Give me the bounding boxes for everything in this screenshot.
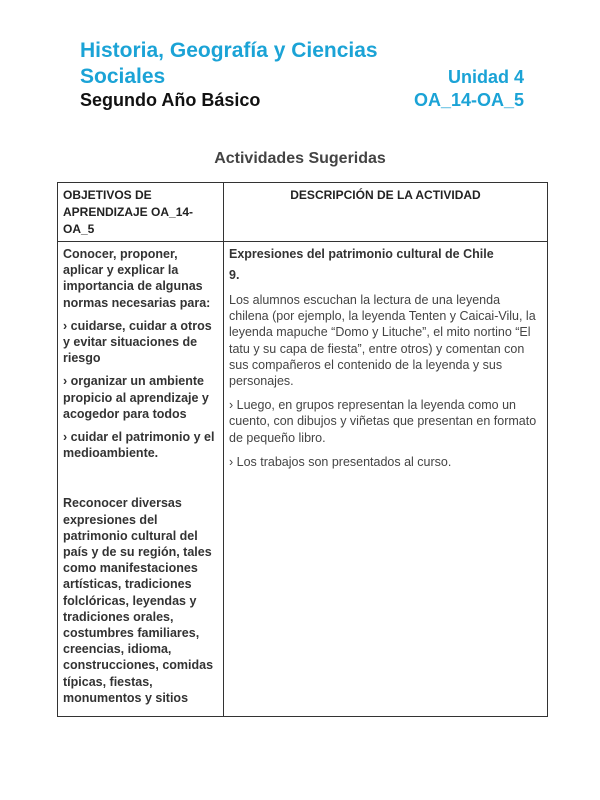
- activity-paragraph-2: › Luego, en grupos representan la leyenda como un cuento, con dibujos y viñetas que presentan en formato de pequeño libro.: [229, 398, 537, 445]
- objective-heritage: Reconocer diversas expresiones del patrimonio cultural del país y de su región, tales como manifestaciones artísticas, tradiciones folclóricas, leyendas y tradiciones orales, costumbres familiares, creencias, idioma, construcciones, comidas típicas, fiestas, monumentos y sitios: [63, 496, 214, 705]
- section-title: Actividades Sugeridas: [214, 150, 386, 167]
- activities-table: [57, 182, 548, 717]
- description-cell: [224, 242, 548, 717]
- grade-row: [80, 90, 524, 111]
- objective-bullet-2: › organizar un ambiente propicio al aprendizaje y acogedor para todos: [63, 374, 209, 421]
- objectives-cell: [58, 242, 224, 717]
- activity-paragraph-1: Los alumnos escuchan la lectura de una leyenda chilena (por ejemplo, la leyenda Tenten y Caicai-Vilu, la leyenda mapuche “Domo y Lituche”, el mito nortino “El tatu y su capa de fiesta”, entre otros) y comentan con sus compañeros el contenido de la leyenda y sus personajes.: [229, 293, 536, 389]
- page-header: [80, 38, 524, 111]
- unit-label: Unidad 4: [447, 67, 524, 87]
- subject-title-line2: Sociales: [80, 65, 166, 88]
- objective-intro: Conocer, proponer, aplicar y explicar la importancia de algunas normas necesarias para:: [63, 247, 211, 310]
- activity-number: 9.: [229, 268, 240, 282]
- activity-paragraph-3: › Los trabajos son presentados al curso.: [229, 454, 452, 469]
- objective-bullet-3: › cuidar el patrimonio y el medioambiente.: [63, 430, 215, 461]
- oa-code: OA_14-OA_5: [413, 90, 524, 110]
- subject-title-line1: Historia, Geografía y Ciencias: [80, 39, 378, 62]
- description-column-header: DESCRIPCIÓN DE LA ACTIVIDAD: [224, 183, 548, 242]
- grade-label: Segundo Año Básico: [80, 90, 261, 110]
- objective-bullet-1: › cuidarse, cuidar a otros y evitar situaciones de riesgo: [63, 318, 212, 366]
- objectives-column-header: OBJETIVOS DE APRENDIZAJE OA_14-OA_5: [58, 183, 224, 242]
- activity-title: Expresiones del patrimonio cultural de Chile: [229, 247, 494, 261]
- table-row: [58, 242, 548, 717]
- table-header-row: [58, 183, 548, 242]
- title-unit-row: [80, 64, 524, 90]
